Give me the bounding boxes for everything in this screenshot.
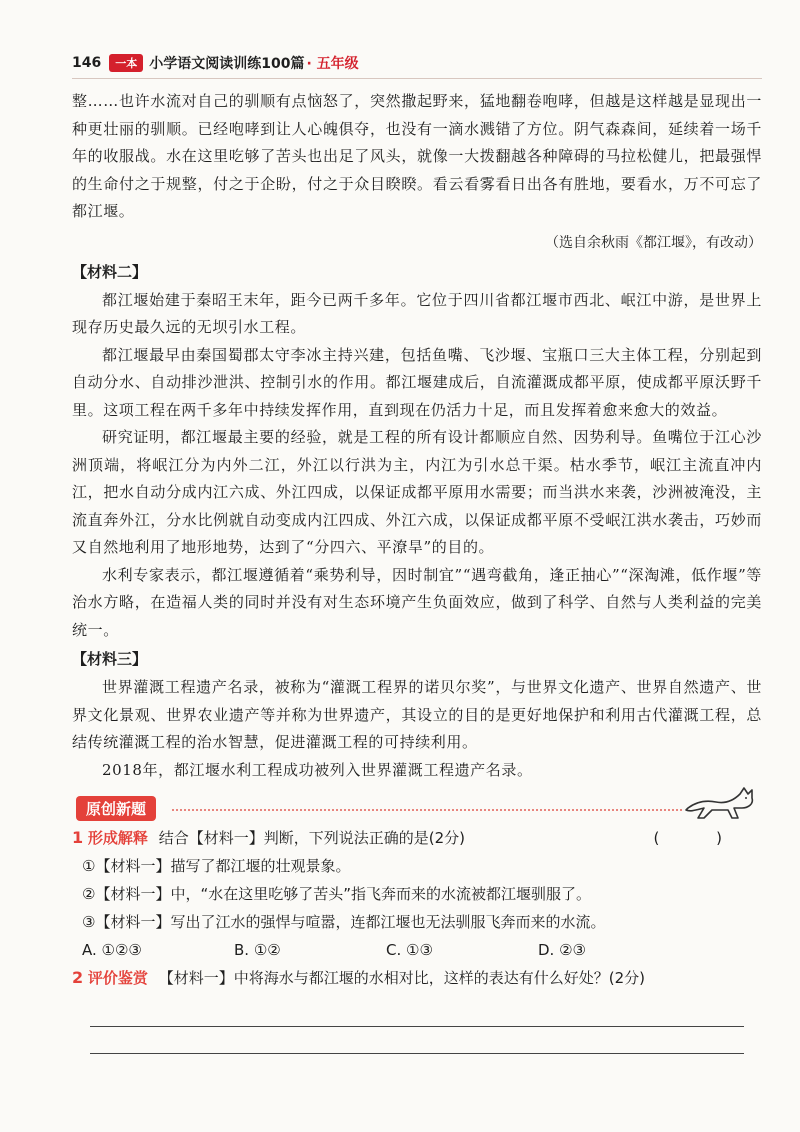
answer-line-2[interactable] xyxy=(90,1053,744,1054)
material-two-paragraph-2: 都江堰最早由秦国蜀郡太守李冰主持兴建，包括鱼嘴、飞沙堰、宝瓶口三大主体工程，分别起到自动分水、自动排沙泄洪、控制引水的作用。都江堰建成后，自流灌溉成都平原，使成都平原沃野千里。这项工程在两千多年中持续发挥作用，直到现在仍活力十足，而且发挥着愈来愈大的效益。 xyxy=(72,345,762,419)
material-two-paragraph-4: 水利专家表示，都江堰遵循着“乘势利导，因时制宜”“遇弯截角，逢正抽心”“深淘滩，低作堰”等治水方略，在造福人类的同时并没有对生态环境产生负面效应，做到了科学、自然与人类利益的完美统一。 xyxy=(72,565,762,639)
question-1-choices xyxy=(72,936,762,964)
book-grade: · 五年级 xyxy=(306,56,359,72)
question-1-number: 1 xyxy=(72,828,84,847)
brand-logo: 一本 xyxy=(109,54,143,72)
material-three-paragraph-2: 2018年，都江堰水利工程成功被列入世界灌溉工程遗产名录。 xyxy=(102,760,533,779)
material-two-paragraph-3: 研究证明，都江堰最主要的经验，就是工程的所有设计都顺应自然、因势利导。鱼嘴位于江心沙洲顶端，将岷江分为内外二江，外江以行洪为主，内江为引水总干渠。枯水季节，岷江主流直冲内江，把水自动分成内江六成、外江四成，以保证成都平原用水需要；而当洪水来袭，沙洲被淹没，主流直奔外江，分水比例就自动变成内江四成、外江六成，以保证成都平原不受岷江洪水袭击，巧妙而又自然地利用了地形地势，达到了“分四六、平潦旱”的目的。 xyxy=(72,428,762,556)
question-2-number: 2 xyxy=(72,968,84,987)
page-content xyxy=(72,88,762,1054)
question-1-text: 结合【材料一】判断，下列说法正确的是(2分) xyxy=(158,829,465,847)
question-1-answer-box[interactable]: ( ) xyxy=(653,829,748,847)
choice-a[interactable]: A. ①②③ xyxy=(82,941,142,959)
material-three-title: 【材料三】 xyxy=(72,650,148,668)
question-1-tag: 形成解释 xyxy=(87,829,148,847)
question-1-statement-2: ②【材料一】中，“水在这里吃够了苦头”指飞奔而来的水流被都江堰驯服了。 xyxy=(82,885,591,903)
choice-c[interactable]: C. ①③ xyxy=(386,941,433,959)
choice-b[interactable]: B. ①② xyxy=(234,941,281,959)
banner-dotted-line xyxy=(172,809,682,811)
material-three-paragraph-1: 世界灌溉工程遗产名录，被称为“灌溉工程界的诺贝尔奖”，与世界文化遗产、世界自然遗产、世界文化景观、世界农业遗产等并称为世界遗产，其设立的目的是更好地保护和利用古代灌溉工程，总结传统灌溉工程的治水智慧，促进灌溉工程的可持续利用。 xyxy=(72,678,762,751)
question-2-tag: 评价鉴赏 xyxy=(87,969,148,987)
header-divider xyxy=(72,78,762,79)
question-1-statement-3: ③【材料一】写出了江水的强悍与喧嚣，连都江堰也无法驯服飞奔而来的水流。 xyxy=(82,913,606,931)
question-2 xyxy=(72,964,762,992)
page-header xyxy=(72,50,762,76)
material-one-source: （选自余秋雨《都江堰》，有改动） xyxy=(545,234,762,251)
question-1-statement-1: ①【材料一】描写了都江堰的壮观景象。 xyxy=(82,857,351,875)
material-two-title: 【材料二】 xyxy=(72,262,148,281)
cat-icon xyxy=(682,778,762,822)
material-two-paragraph-1: 都江堰始建于秦昭王末年，距今已两千多年。它位于四川省都江堰市西北、岷江中游，是世界上现存历史最久远的无坝引水工程。 xyxy=(72,290,762,336)
material-one-paragraph: 整……也许水流对自己的驯顺有点恼怒了，突然撒起野来，猛地翻卷咆哮，但越是这样越是显现出一种更壮丽的驯顺。已经咆哮到让人心魄俱夺，也没有一滴水溅错了方位。阴气森森间，延续着一场千年的收服战。水在这里吃够了苦头也出足了风头，就像一大拨翻越各种障碍的马拉松健儿，把最强悍的生命付之于规整，付之于企盼，付之于众目睽睽。看云看雾看日出各有胜地，要看水，万不可忘了都江堰。 xyxy=(72,92,762,220)
original-questions-label: 原创新题 xyxy=(76,796,156,821)
choice-d[interactable]: D. ②③ xyxy=(538,941,586,959)
book-title: 小学语文阅读训练100篇 xyxy=(149,56,305,72)
page-number: 146 xyxy=(72,55,102,71)
question-1 xyxy=(72,824,762,852)
question-2-text: 【材料一】中将海水与都江堰的水相对比，这样的表达有什么好处？(2分) xyxy=(158,969,645,987)
original-questions-banner xyxy=(72,790,762,824)
